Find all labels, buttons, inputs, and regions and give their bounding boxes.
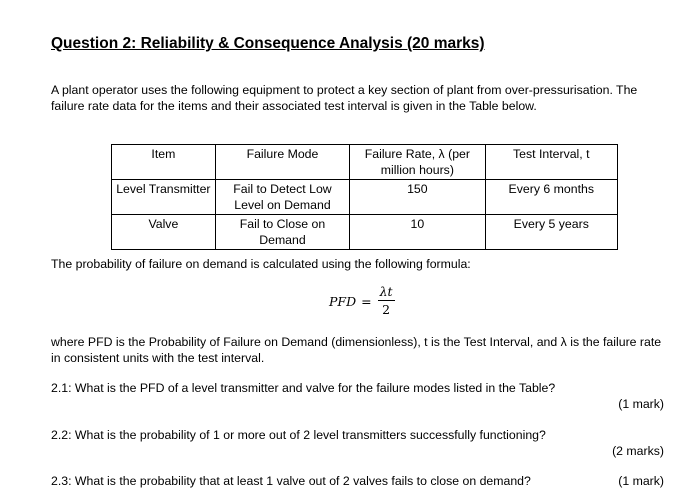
cell-failure-rate: 10 bbox=[350, 215, 485, 250]
cell-failure-mode: Fail to Close on Demand bbox=[215, 215, 349, 250]
formula-explanation: where PFD is the Probability of Failure on Demand (dimensionless), t is the Test Interval, and λ is the failure rate in consistent units with the test interval. bbox=[51, 335, 662, 365]
header-failure-rate: Failure Rate, λ (per million hours) bbox=[350, 145, 485, 180]
header-item: Item bbox=[112, 145, 216, 180]
question-title: Question 2: Reliability & Consequence Analysis (20 marks) bbox=[51, 35, 485, 52]
formula-numerator: λt bbox=[379, 284, 393, 299]
cell-test-interval: Every 5 years bbox=[485, 215, 617, 250]
marks-2-2: (2 marks) bbox=[612, 444, 664, 458]
intro-paragraph: A plant operator uses the following equipment to protect a key section of plant from over-pressurisation. The failure rate data for the items and their associated test interval is given in the Table below. bbox=[51, 83, 638, 113]
cell-test-interval: Every 6 months bbox=[485, 180, 617, 215]
pfd-formula bbox=[329, 285, 395, 317]
formula-equals: = bbox=[361, 293, 372, 309]
table-row bbox=[112, 180, 618, 215]
question-2-2: 2.2: What is the probability of 1 or more out of 2 level transmitters successfully functioning? bbox=[51, 428, 546, 442]
table-header-row bbox=[112, 145, 618, 180]
cell-item: Level Transmitter bbox=[112, 180, 216, 215]
formula-intro: The probability of failure on demand is calculated using the following formula: bbox=[51, 257, 471, 271]
equipment-table bbox=[111, 144, 618, 250]
header-test-interval: Test Interval, t bbox=[485, 145, 617, 180]
table-row bbox=[112, 215, 618, 250]
formula-denominator: 2 bbox=[382, 302, 391, 317]
marks-2-1: (1 mark) bbox=[618, 397, 664, 411]
cell-failure-mode: Fail to Detect Low Level on Demand bbox=[215, 180, 349, 215]
question-2-1: 2.1: What is the PFD of a level transmitter and valve for the failure modes listed in the Table? bbox=[51, 381, 556, 395]
cell-item: Valve bbox=[112, 215, 216, 250]
header-failure-mode: Failure Mode bbox=[215, 145, 349, 180]
formula-fraction bbox=[378, 285, 395, 317]
cell-failure-rate: 150 bbox=[350, 180, 485, 215]
formula-lhs: PFD bbox=[329, 293, 357, 309]
marks-2-3: (1 mark) bbox=[618, 474, 664, 488]
question-2-3: 2.3: What is the probability that at least 1 valve out of 2 valves fails to close on demand? bbox=[51, 474, 531, 488]
